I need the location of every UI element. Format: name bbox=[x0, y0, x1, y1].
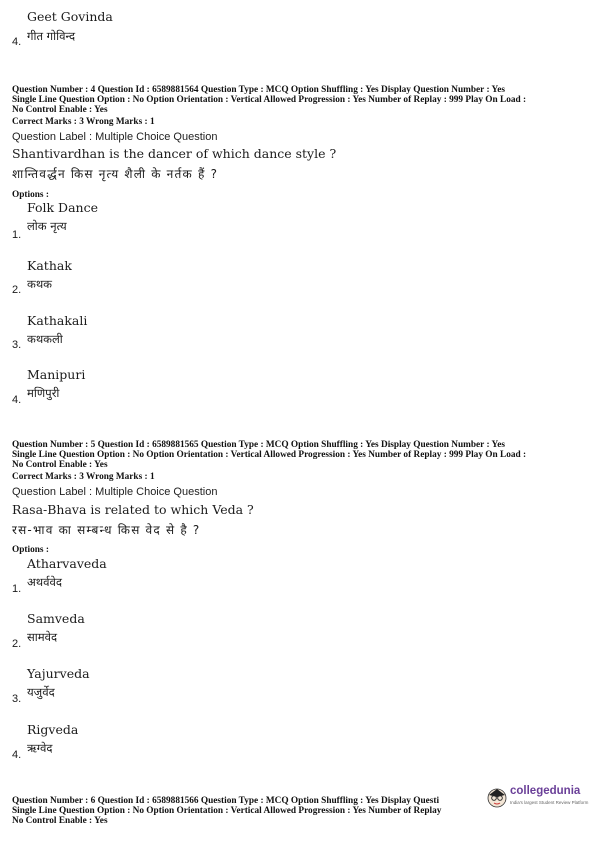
question-text-hi: शान्तिवर्द्धन किस नृत्य शैली के नर्तक हैं ? bbox=[12, 167, 219, 181]
option-number: 1. bbox=[12, 229, 22, 241]
option-number: 4. bbox=[12, 394, 22, 406]
option-text-hi: कथकली bbox=[27, 332, 63, 346]
option-text-hi: अथर्ववेद bbox=[27, 575, 63, 589]
question-label: Question Label : Multiple Choice Question bbox=[12, 486, 218, 498]
option-text-hi: कथक bbox=[27, 277, 53, 291]
option-text-hi: ऋग्वेद bbox=[27, 741, 53, 755]
option-text-en: Kathak bbox=[27, 258, 72, 273]
option-text-hi: सामवेद bbox=[27, 630, 58, 644]
option-number: 3. bbox=[12, 693, 22, 705]
question-label: Question Label : Multiple Choice Question bbox=[12, 131, 218, 143]
option-number: 4. bbox=[12, 749, 22, 761]
meta-line: No Control Enable : Yes bbox=[12, 816, 108, 826]
option-text-en: Atharvaveda bbox=[27, 556, 107, 571]
option-text-en: Yajurveda bbox=[27, 666, 90, 681]
option-text-en: Manipuri bbox=[27, 367, 86, 382]
option-number: 2. bbox=[12, 284, 22, 296]
option-text-en: Rigveda bbox=[27, 722, 79, 737]
marks-info: Correct Marks : 3 Wrong Marks : 1 bbox=[12, 117, 155, 127]
option-text-hi: मणिपुरी bbox=[27, 386, 60, 400]
option-text-hi: यजुर्वेद bbox=[27, 685, 55, 699]
mascot-icon bbox=[486, 786, 508, 808]
option-text-en: Samveda bbox=[27, 611, 85, 626]
question-meta bbox=[12, 85, 587, 115]
meta-line: Single Line Question Option : No Option Orientation : Vertical Allowed Progression : Yes Number of Replay : 999 Play On Load : bbox=[12, 450, 527, 460]
marks-info: Correct Marks : 3 Wrong Marks : 1 bbox=[12, 472, 155, 482]
option-number: 3. bbox=[12, 339, 22, 351]
option-text-en: Geet Govinda bbox=[27, 9, 113, 24]
option-text-hi: गीत गोविन्द bbox=[27, 29, 76, 43]
meta-line: Question Number : 5 Question Id : 6589881565 Question Type : MCQ Option Shuffling : Yes Display Question Number : Yes bbox=[12, 440, 505, 450]
options-label: Options : bbox=[12, 190, 49, 200]
logo-tagline: India's largest Student Review Platform bbox=[510, 800, 589, 805]
options-label: Options : bbox=[12, 545, 49, 555]
option-text-en: Kathakali bbox=[27, 313, 88, 328]
meta-line: No Control Enable : Yes bbox=[12, 105, 108, 115]
option-number: 4. bbox=[12, 36, 22, 48]
question-text-hi: रस-भाव का सम्बन्ध किस वेद से है ? bbox=[12, 523, 201, 537]
option-text-en: Folk Dance bbox=[27, 200, 98, 215]
question-meta bbox=[12, 440, 587, 470]
option-number: 1. bbox=[12, 583, 22, 595]
meta-line: Single Line Question Option : No Option Orientation : Vertical Allowed Progression : Yes Number of Replay bbox=[12, 806, 442, 816]
question-text-en: Rasa-Bhava is related to which Veda ? bbox=[12, 502, 254, 517]
logo-name: collegedunia bbox=[510, 785, 581, 797]
meta-line: Question Number : 6 Question Id : 6589881566 Question Type : MCQ Option Shuffling : Yes Display Questi bbox=[12, 796, 440, 806]
option-text-hi: लोक नृत्य bbox=[27, 219, 67, 233]
question-text-en: Shantivardhan is the dancer of which dance style ? bbox=[12, 146, 337, 161]
collegedunia-logo bbox=[486, 784, 589, 812]
option-number: 2. bbox=[12, 638, 22, 650]
meta-line: Question Number : 4 Question Id : 6589881564 Question Type : MCQ Option Shuffling : Yes Display Question Number : Yes bbox=[12, 85, 505, 95]
meta-line: Single Line Question Option : No Option Orientation : Vertical Allowed Progression : Yes Number of Replay : 999 Play On Load : bbox=[12, 95, 527, 105]
meta-line: No Control Enable : Yes bbox=[12, 460, 108, 470]
